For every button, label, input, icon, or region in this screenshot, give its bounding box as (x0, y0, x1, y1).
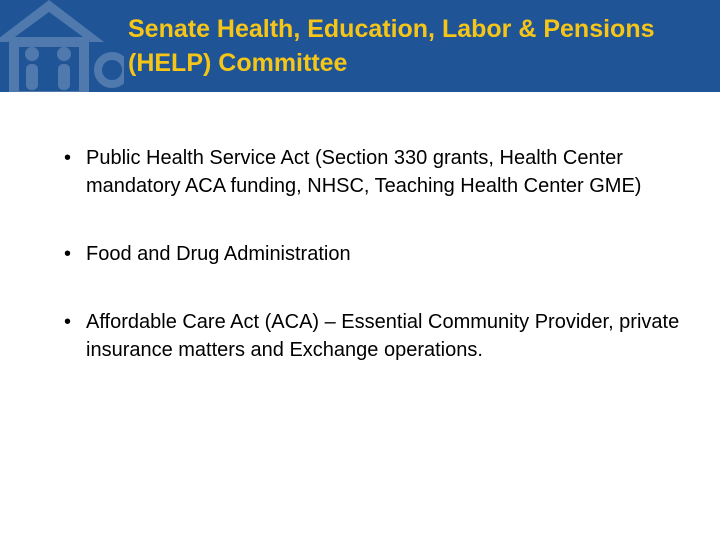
bullet-marker: • (64, 311, 72, 333)
bullet-marker: • (64, 243, 72, 265)
slide-title: Senate Health, Education, Labor & Pensions (HELP) Committee (128, 15, 655, 77)
house-with-people-logo-icon (0, 0, 124, 92)
slide-header (0, 0, 720, 92)
bullet-text: Food and Drug Administration (86, 243, 351, 265)
bullet-marker: • (64, 147, 72, 169)
bullet-list (60, 144, 680, 404)
bullet-text: Affordable Care Act (ACA) – Essential Community Provider, private insurance matters and Exchange operations. (86, 311, 680, 361)
bullet-text: Public Health Service Act (Section 330 grants, Health Center mandatory ACA funding, NHSC, Teaching Health Center GME) (86, 147, 642, 197)
bullet-item (60, 240, 680, 268)
bullet-item (60, 308, 680, 364)
bullet-item (60, 144, 680, 200)
